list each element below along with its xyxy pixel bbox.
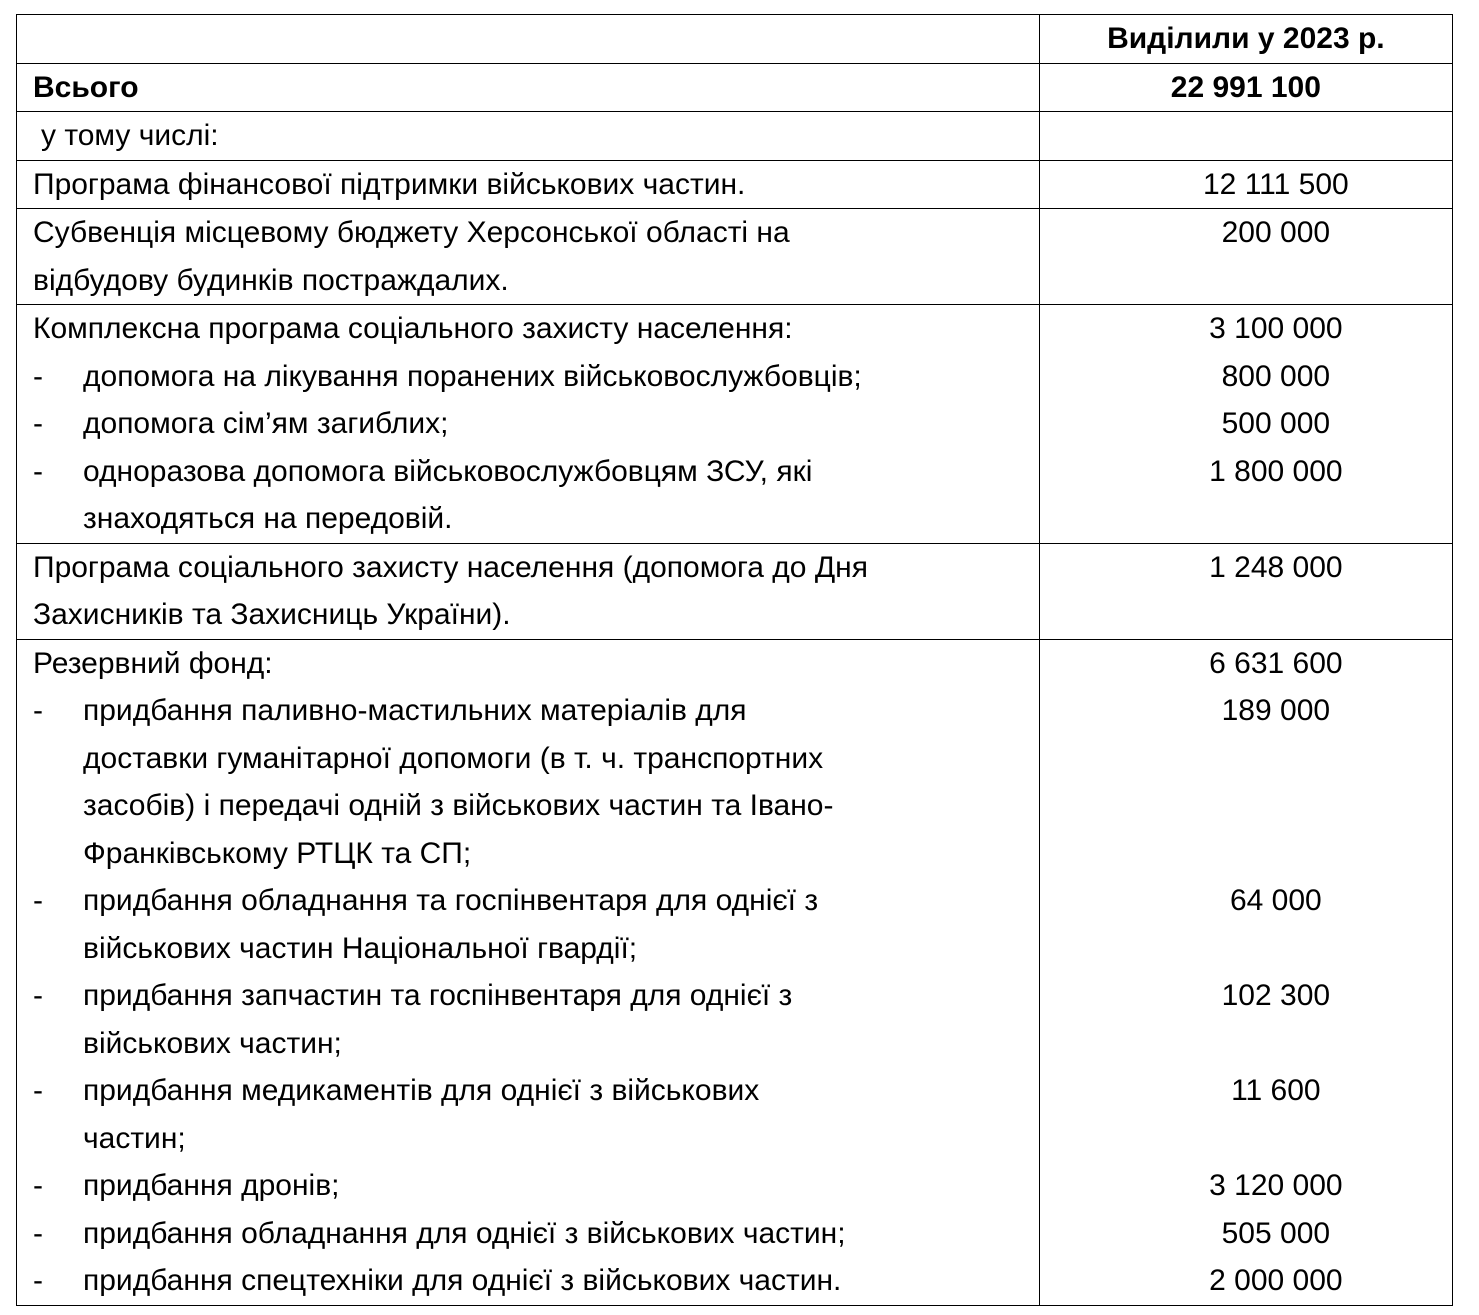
- row-label: Програма фінансової підтримки військових частин.: [17, 160, 1040, 209]
- list-item-line: придбання обладнання та госпінвентаря для однієї з: [83, 884, 819, 917]
- list-item-text: придбання обладнання для однієї з військових частин;: [83, 1216, 846, 1250]
- total-row: [17, 63, 1453, 112]
- list-item-line: придбання паливно-мастильних матеріалів для: [83, 694, 747, 727]
- bullet-dash: -: [33, 884, 43, 917]
- row-value: 200 000: [1039, 209, 1452, 305]
- list-item-value: 1 800 000: [1209, 454, 1343, 488]
- bullet-dash: -: [33, 454, 43, 488]
- list-item-value: 64 000: [1229, 884, 1322, 917]
- spacer: [1100, 782, 1452, 830]
- list-item: [33, 687, 1033, 877]
- list-item: [33, 972, 1033, 1067]
- list-item-value: 189 000: [1221, 694, 1331, 727]
- list-item-value: 800 000: [1221, 359, 1331, 393]
- list-item-line: частин;: [83, 1121, 186, 1155]
- list-item-text: [83, 972, 1033, 1067]
- list-item-text: допомога сім’ям загиблих;: [83, 407, 449, 440]
- list-item-value: 3 120 000: [1209, 1169, 1343, 1202]
- bullet-dash: -: [33, 694, 43, 727]
- subheader-empty-cell: [1039, 112, 1452, 161]
- list-item-line: військових частин Національної гвардії;: [83, 931, 638, 965]
- list-item-line: військових частин;: [83, 1026, 342, 1060]
- row-label-group: [17, 639, 1040, 1305]
- row-label-line: Програма соціального захисту населення (допомога до Дня: [33, 550, 868, 584]
- table-row: [17, 543, 1453, 639]
- list-item-text: [83, 1067, 1033, 1162]
- subheader-cell: [17, 112, 1040, 161]
- bullet-dash: -: [33, 1264, 43, 1297]
- bullet-dash: -: [33, 979, 43, 1012]
- list-item: [33, 1067, 1033, 1162]
- list-item: [33, 448, 1033, 543]
- list-item-text: допомога на лікування поранених військовослужбовців;: [83, 359, 862, 393]
- list-item-text: придбання спецтехніки для однієї з військових частин.: [83, 1264, 842, 1297]
- row-label-line: відбудову будинків постраждалих.: [33, 263, 509, 297]
- header-year-cell: Виділили у 2023 р.: [1039, 15, 1452, 64]
- list-item: [33, 353, 1033, 401]
- list-item-text: [83, 877, 1033, 972]
- list-item-line: засобів) і передачі одній з військових частин та Івано-: [83, 789, 834, 822]
- total-label: Всього: [17, 63, 1040, 112]
- bullet-dash: -: [33, 1216, 43, 1250]
- spacer: [1100, 925, 1452, 973]
- list-item-value: 102 300: [1221, 979, 1331, 1012]
- bullet-dash: -: [33, 407, 43, 440]
- row-label: [17, 543, 1040, 639]
- list-item-text: придбання дронів;: [83, 1169, 340, 1202]
- list-item-value: 500 000: [1221, 407, 1331, 440]
- spacer: [1100, 1020, 1452, 1068]
- row-label-group: [17, 305, 1040, 544]
- allocation-table: [16, 14, 1453, 1306]
- list-item-text: [83, 687, 1033, 877]
- list-item: [33, 1257, 1033, 1305]
- row-label-line: Захисників та Захисниць України).: [33, 598, 511, 631]
- list-item-line: Франківському РТЦК та СП;: [83, 836, 472, 870]
- table-row: [17, 305, 1453, 544]
- table-row: [17, 639, 1453, 1305]
- list-item-line: одноразова допомога військовослужбовцям ЗСУ, які: [83, 454, 813, 488]
- bullet-dash: -: [33, 1169, 43, 1202]
- table-row: [17, 209, 1453, 305]
- row-value: 12 111 500: [1039, 160, 1452, 209]
- bullet-dash: -: [33, 359, 43, 393]
- row-value-group: [1039, 305, 1452, 544]
- row-label: Комплексна програма соціального захисту населення:: [33, 312, 793, 345]
- list-item-line: знаходяться на передовій.: [83, 502, 453, 535]
- row-label: [17, 209, 1040, 305]
- list-item-value: 11 600: [1231, 1074, 1321, 1107]
- header-empty-cell: [17, 15, 1040, 64]
- row-value: 3 100 000: [1209, 312, 1343, 345]
- spacer: [1100, 830, 1452, 878]
- table-header-row: [17, 15, 1453, 64]
- subheader-label: у тому числі:: [41, 119, 219, 152]
- table-row: [17, 160, 1453, 209]
- subheader-row: [17, 112, 1453, 161]
- list-item-text: [83, 448, 1033, 543]
- spacer: [1100, 735, 1452, 783]
- row-value: 6 631 600: [1209, 646, 1343, 680]
- row-label-line: Субвенція місцевому бюджету Херсонської області на: [33, 216, 790, 249]
- bullet-dash: -: [33, 1074, 43, 1107]
- row-label: Резервний фонд:: [33, 646, 273, 680]
- list-item-line: придбання медикаментів для однієї з військових: [83, 1074, 760, 1107]
- list-item-line: придбання запчастин та госпінвентаря для однієї з: [83, 979, 793, 1012]
- spacer: [1100, 1115, 1452, 1163]
- list-item: [33, 1162, 1033, 1210]
- list-item-value: 2 000 000: [1209, 1264, 1343, 1297]
- list-item-line: доставки гуманітарної допомоги (в т. ч. транспортних: [83, 741, 824, 775]
- list-item: [33, 877, 1033, 972]
- list-item: [33, 400, 1033, 448]
- list-item: [33, 1210, 1033, 1258]
- list-item-value: 505 000: [1221, 1216, 1331, 1250]
- total-value: 22 991 100: [1039, 63, 1452, 112]
- row-value: 1 248 000: [1039, 543, 1452, 639]
- row-value-group: [1039, 639, 1452, 1305]
